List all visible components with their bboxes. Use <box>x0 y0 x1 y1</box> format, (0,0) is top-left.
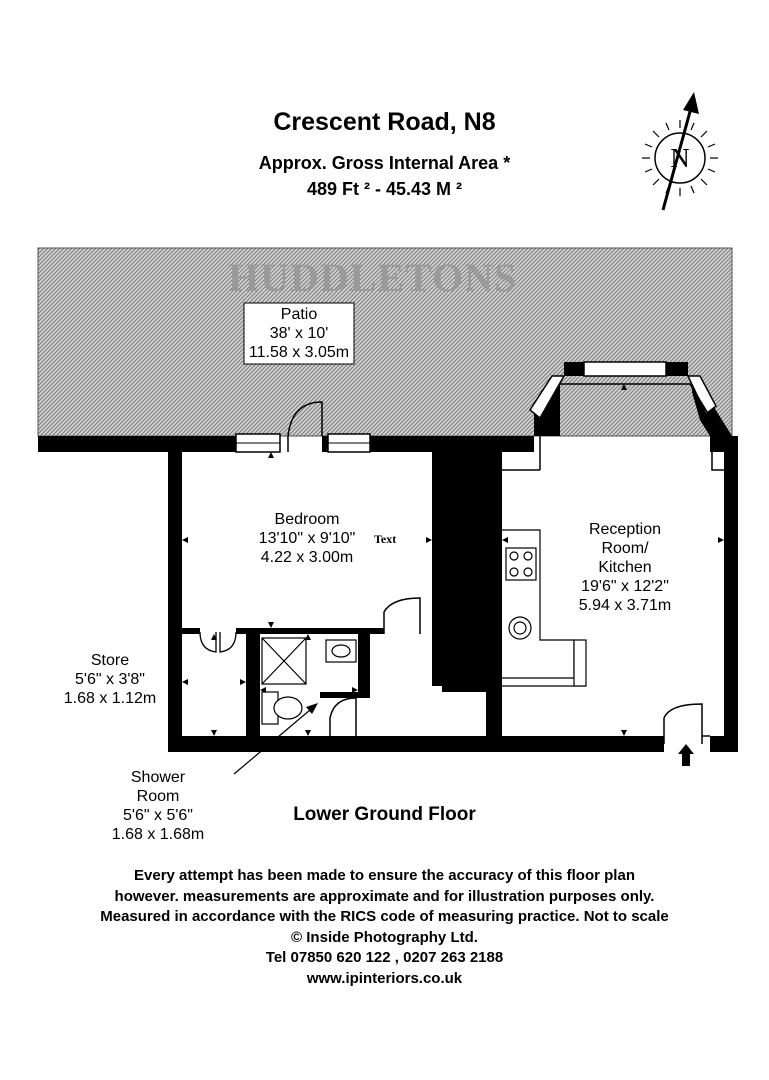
disclaimer <box>0 866 769 989</box>
disclaimer-line: Every attempt has been made to ensure the accuracy of this floor plan <box>134 867 635 884</box>
reception-name-line3: Kitchen <box>598 559 652 576</box>
area-label: Approx. Gross Internal Area * <box>258 153 511 173</box>
store-label <box>40 651 180 708</box>
bedroom-door <box>384 598 420 634</box>
bedroom-imperial: 13'10" x 9'10" <box>258 530 356 547</box>
store-doors <box>200 632 236 652</box>
patio-name: Patio <box>280 306 318 323</box>
watermark: HUDDLETONS <box>228 255 518 300</box>
floor-name: Lower Ground Floor <box>293 804 476 825</box>
shower-name-line2: Room <box>136 788 180 805</box>
bedroom-metric: 4.22 x 3.00m <box>260 549 354 566</box>
disclaimer-line: Measured in accordance with the RICS code of measuring practice. Not to scale <box>100 908 669 925</box>
shower-name-line1: Shower <box>130 769 186 786</box>
store-name: Store <box>90 652 130 669</box>
store-metric: 1.68 x 1.12m <box>63 690 157 707</box>
reception-name-line1: Reception <box>588 521 662 538</box>
bedroom-label <box>232 510 382 567</box>
patio-label <box>244 305 354 362</box>
compass-letter: N <box>670 143 690 173</box>
area-value: 489 Ft ² - 45.43 M ² <box>306 179 463 199</box>
entrance-door <box>664 704 710 744</box>
copyright: © Inside Photography Ltd. <box>291 928 478 946</box>
page-title: Crescent Road, N8 <box>273 108 496 136</box>
shower-door <box>330 698 356 736</box>
website: www.ipinteriors.co.uk <box>306 969 463 987</box>
bedroom-note: Text <box>374 532 397 546</box>
bedroom-windows <box>236 434 370 452</box>
patio-imperial: 38' x 10' <box>269 325 329 342</box>
telephone: Tel 07850 620 122 , 0207 263 2188 <box>265 949 504 966</box>
reception-label <box>550 520 700 615</box>
bedroom-name: Bedroom <box>274 511 340 528</box>
patio-metric: 11.58 x 3.05m <box>248 344 350 361</box>
reception-imperial: 19'6" x 12'2" <box>581 578 669 595</box>
reception-metric: 5.94 x 3.71m <box>578 597 672 614</box>
shower-imperial: 5'6" x 5'6" <box>123 807 193 824</box>
store-imperial: 5'6" x 3'8" <box>75 671 145 688</box>
reception-name-line2: Room/ <box>601 540 649 557</box>
disclaimer-line: however. measurements are approximate and for illustration purposes only. <box>114 887 655 905</box>
shower-metric: 1.68 x 1.68m <box>111 826 205 843</box>
entrance-arrow-icon <box>678 744 694 766</box>
